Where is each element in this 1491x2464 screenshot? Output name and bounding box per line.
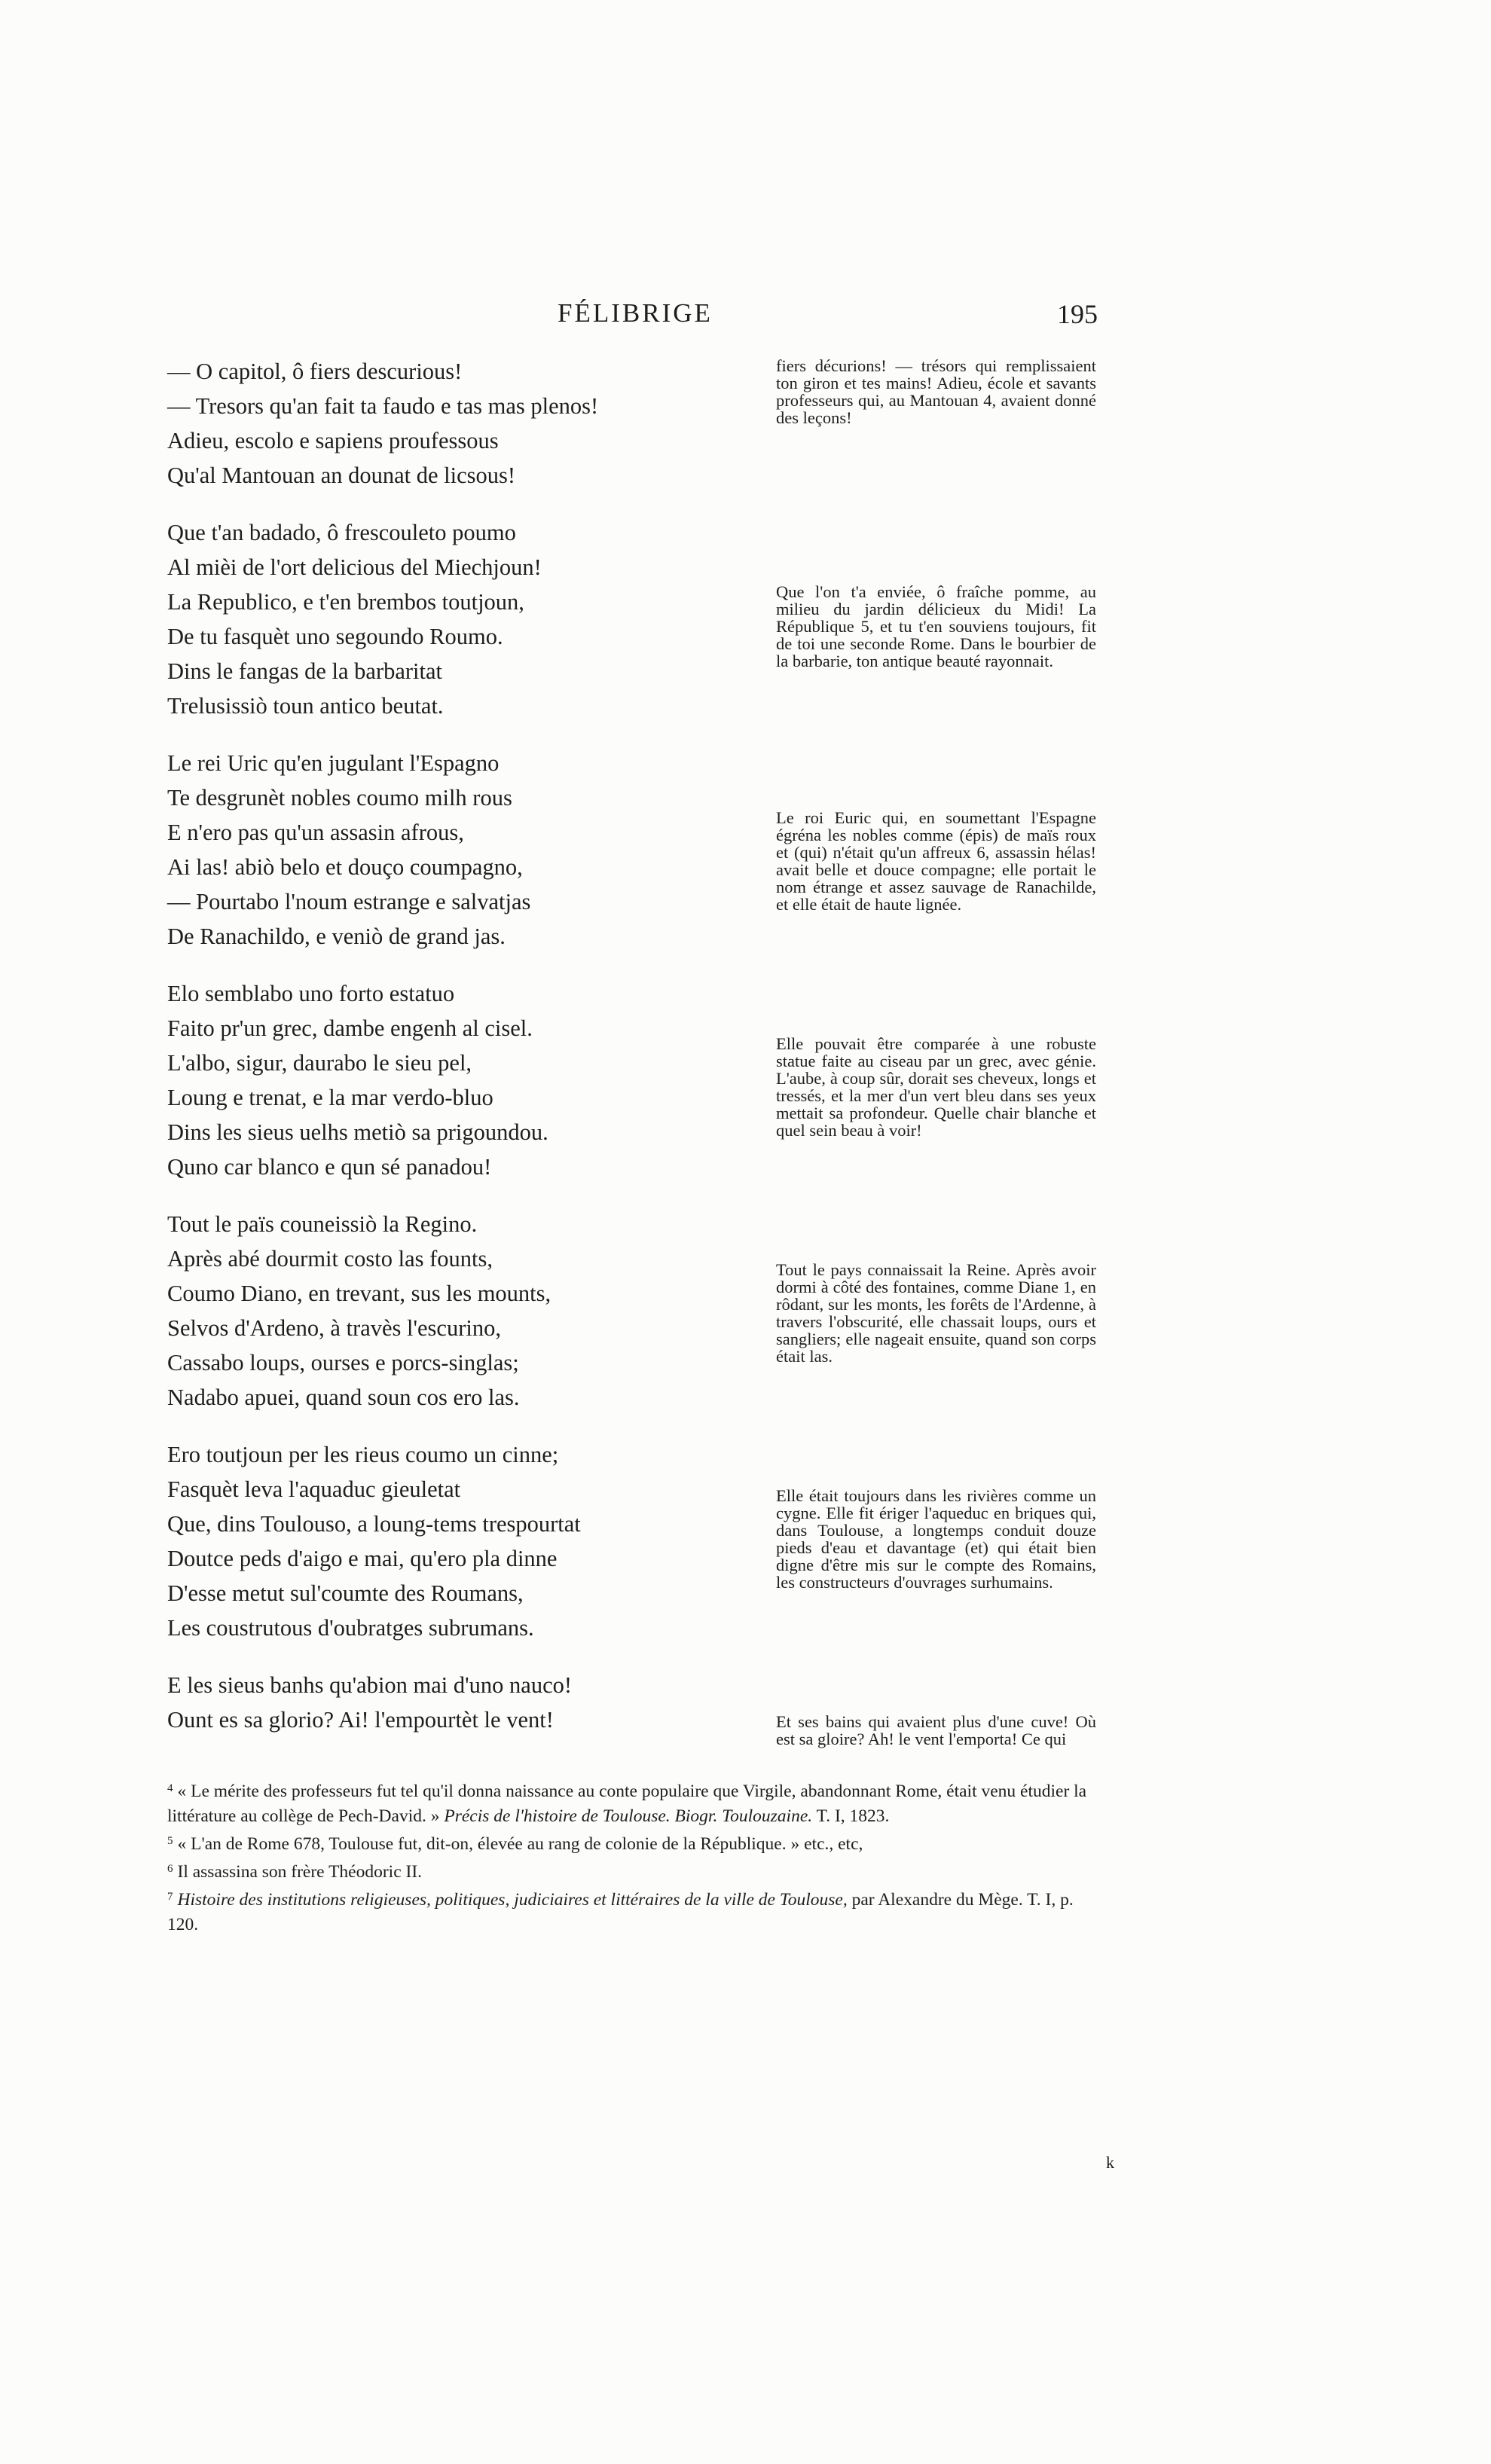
- page-number: 195: [1057, 299, 1098, 329]
- stanza: [167, 746, 755, 954]
- verse-line: Ount es sa glorio? Ai! l'empourtèt le vent!: [167, 1707, 554, 1733]
- stanza: [167, 976, 755, 1184]
- verse-line: E n'ero pas qu'un assasin afrous,: [167, 820, 464, 845]
- translation-paragraph: Tout le pays connaissait la Reine. Après avoir dormi à côté des fontaines, comme Diane 1, en rôdant, sur les monts, les forêts de l'Ardenne, à travers l'obscurité, elle chassait loups, ours et sangliers; elle nageait ensuite, quand son corps était las.: [776, 1261, 1096, 1366]
- footnote-marker: 6: [167, 1863, 173, 1875]
- verse-line: Après abé dourmit costo las founts,: [167, 1246, 493, 1272]
- verse-line: Dins le fangas de la barbaritat: [167, 658, 443, 684]
- french-translation-column: [776, 357, 1096, 1939]
- footnote: [167, 1857, 1101, 1885]
- verse-line: Loung e trenat, e la mar verdo-bluo: [167, 1085, 493, 1110]
- verse-line: L'albo, sigur, daurabo le sieu pel,: [167, 1050, 472, 1076]
- occitan-verse-column: [167, 354, 755, 1760]
- verse-line: Dins les sieus uelhs metiò sa prigoundou.: [167, 1119, 548, 1145]
- verse-line: — Tresors qu'an fait ta faudo e tas mas plenos!: [167, 393, 599, 419]
- footnote-text: par Alexandre du Mège. T. I, p. 120.: [167, 1890, 1074, 1934]
- footnote-text: « L'an de Rome 678, Toulouse fut, dit-on, élevée au rang de colonie de la République. » etc., etc,: [177, 1834, 863, 1854]
- translation-paragraph: Et ses bains qui avaient plus d'une cuve! Où est sa gloire? Ah! le vent l'emporta! Ce qui: [776, 1713, 1096, 1748]
- footnote-marker: 5: [167, 1835, 173, 1847]
- stanza: [167, 1437, 755, 1645]
- footnote-text: Il assassina son frère Théodoric II.: [177, 1862, 423, 1882]
- translation-paragraph: Elle pouvait être comparée à une robuste statue faite au ciseau par un grec, avec génie. L'aube, à coup sûr, dorait ses cheveux, longs et tressés, et la mer d'un vert bleu dans ses yeux mettait sa profondeur. Quelle chair blanche et quel sein beau à voir!: [776, 1035, 1096, 1140]
- verse-line: E les sieus banhs qu'abion mai d'uno nauco!: [167, 1672, 573, 1698]
- verse-line: Selvos d'Ardeno, à travès l'escurino,: [167, 1315, 501, 1341]
- verse-line: Nadabo apuei, quand soun cos ero las.: [167, 1385, 520, 1410]
- verse-line: Trelusissiò toun antico beutat.: [167, 693, 444, 719]
- verse-line: Les coustrutous d'oubratges subrumans.: [167, 1615, 534, 1641]
- footnotes: [167, 1776, 1101, 1937]
- running-head: FÉLIBRIGE: [558, 298, 713, 328]
- verse-line: Que t'an badado, ô frescouleto poumo: [167, 520, 516, 545]
- translation-paragraph: Le roi Euric qui, en soumettant l'Espagne égréna les nobles comme (épis) de maïs roux et (qui) n'était qu'un affreux 6, assassin hélas! avait belle et douce compagne; elle portait le nom étrange et assez sauvage de Ranachilde, et elle était de haute lignée.: [776, 809, 1096, 914]
- verse-line: Fasquèt leva l'aquaduc gieuletat: [167, 1476, 461, 1502]
- translation-paragraph: Que l'on t'a enviée, ô fraîche pomme, au milieu du jardin délicieux du Midi! La République 5, et tu t'en souviens toujours, fit de toi une seconde Rome. Dans le bourbier de la barbarie, ton antique beauté rayonnait.: [776, 583, 1096, 670]
- translation-paragraph: fiers décurions! — trésors qui remplissaient ton giron et tes mains! Adieu, école et savants professeurs qui, au Mantouan 4, avaient donné des leçons!: [776, 357, 1096, 427]
- footnote: [167, 1776, 1101, 1829]
- footnote-text: « Le mérite des professeurs fut tel qu'il donna naissance au conte populaire que Virgile, abandonnant Rome, était venu étudier la littérature au collège de Pech-David. »: [167, 1782, 1087, 1826]
- verse-line: — Pourtabo l'noum estrange e salvatjas: [167, 889, 531, 914]
- verse-line: Coumo Diano, en trevant, sus les mounts,: [167, 1281, 551, 1306]
- stanza: [167, 1207, 755, 1415]
- verse-line: La Republico, e t'en brembos toutjoun,: [167, 589, 524, 615]
- verse-line: Que, dins Toulouso, a loung-tems trespourtat: [167, 1511, 581, 1537]
- verse-line: Al mièi de l'ort delicious del Miechjoun!: [167, 554, 542, 580]
- verse-line: Ero toutjoun per les rieus coumo un cinne;: [167, 1442, 559, 1467]
- stray-print-mark: k: [1106, 2153, 1114, 2172]
- verse-line: Tout le païs couneissiò la Regino.: [167, 1211, 478, 1237]
- footnote-marker: 4: [167, 1782, 173, 1794]
- page-header: [0, 298, 1491, 336]
- footnote: [167, 1885, 1101, 1937]
- verse-line: Elo semblabo uno forto estatuo: [167, 981, 455, 1006]
- verse-line: Ai las! abiò belo et douço coumpagno,: [167, 854, 523, 880]
- verse-line: De Ranachildo, e veniò de grand jas.: [167, 924, 506, 949]
- verse-line: Le rei Uric qu'en jugulant l'Espagno: [167, 750, 500, 776]
- verse-line: Te desgrunèt nobles coumo milh rous: [167, 785, 512, 811]
- footnote-source-title: Précis de l'histoire de Toulouse. Biogr. Toulouzaine.: [444, 1806, 813, 1826]
- stanza: [167, 515, 755, 723]
- verse-line: Qu'al Mantouan an dounat de licsous!: [167, 463, 516, 488]
- verse-line: De tu fasquèt uno segoundo Roumo.: [167, 624, 503, 649]
- verse-line: Doutce peds d'aigo e mai, qu'ero pla dinne: [167, 1546, 558, 1571]
- verse-line: Adieu, escolo e sapiens proufessous: [167, 428, 499, 453]
- stanza: [167, 354, 755, 493]
- verse-line: D'esse metut sul'coumte des Roumans,: [167, 1580, 524, 1606]
- footnote-book-title: Histoire des institutions religieuses, politiques, judiciaires et littéraires de la ville de Toulouse,: [177, 1890, 848, 1910]
- verse-line: Quno car blanco e qun sé panadou!: [167, 1154, 492, 1180]
- verse-line: — O capitol, ô fiers descurious!: [167, 359, 463, 384]
- footnote: [167, 1829, 1101, 1857]
- verse-line: Faito pr'un grec, dambe engenh al cisel.: [167, 1015, 533, 1041]
- verse-line: Cassabo loups, ourses e porcs-singlas;: [167, 1350, 519, 1376]
- footnote-marker: 7: [167, 1891, 173, 1903]
- translation-paragraph: Elle était toujours dans les rivières comme un cygne. Elle fit ériger l'aqueduc en briques qui, dans Toulouse, a longtemps conduit douze pieds d'eau et davantage (et) qui était bien digne d'être mis sur le compte des Romains, les constructeurs d'ouvrages surhumains.: [776, 1487, 1096, 1592]
- stanza: [167, 1668, 755, 1737]
- footnote-source-ref: T. I, 1823.: [816, 1806, 890, 1826]
